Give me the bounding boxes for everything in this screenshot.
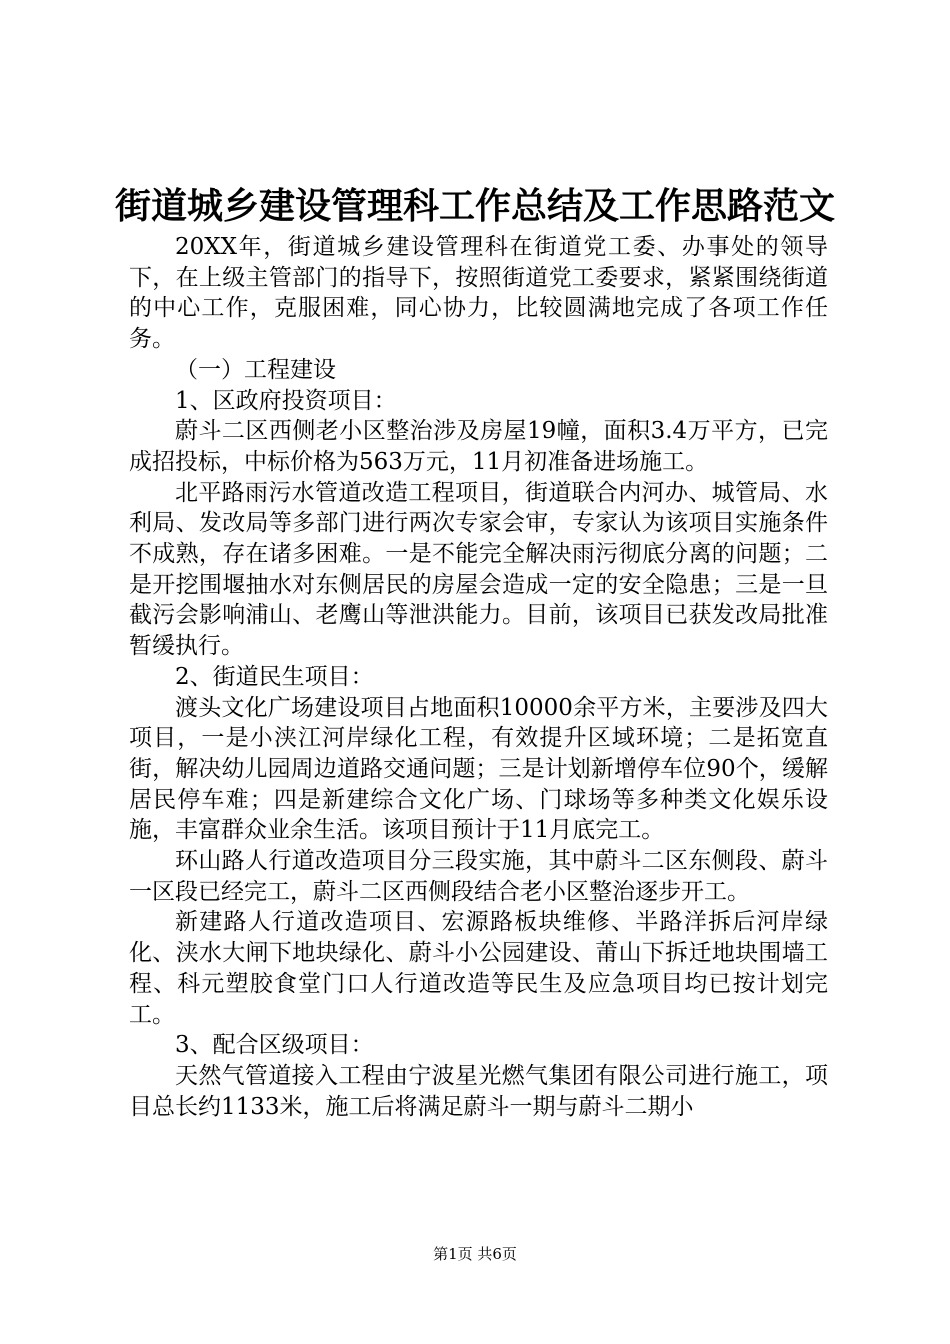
paragraph-sidewalk-renovation: 环山路人行道改造项目分三段实施，其中蔚斗二区东侧段、蔚斗一区段已经完工，蔚斗二区西侧段结合老小区整治逐步开工。 [129,848,828,905]
subheading-district-level-projects: 3、配合区级项目： [175,1032,374,1059]
paragraph-old-community-renovation: 蔚斗二区西侧老小区整治涉及房屋19幢，面积3.4万平方，已完成招投标，中标价格为563万元，11月初准备进场施工。 [129,418,828,475]
section-heading-engineering: （一）工程建设 [175,356,336,383]
document-title: 街道城乡建设管理科工作总结及工作思路范文 [114,185,835,227]
paragraph-intro: 20XX年，街道城乡建设管理科在街道党工委、办事处的领导下，在上级主管部门的指导下，按照街道党工委要求，紧紧围绕街道的中心工作，克服困难，同心协力，比较圆满地完成了各项工作任务。 [129,234,828,353]
document-body [129,232,828,1122]
paragraph-completed-projects: 新建路人行道改造项目、宏源路板块维修、半路洋拆后河岸绿化、浃水大闸下地块绿化、蔚斗小公园建设、莆山下拆迁地块围墙工程、科元塑胶食堂门口人行道改造等民生及应急项目均已按计划完工。 [129,909,828,1028]
paragraph-sewer-pipeline-project: 北平路雨污水管道改造工程项目，街道联合内河办、城管局、水利局、发改局等多部门进行两次专家会审，专家认为该项目实施条件不成熟，存在诸多困难。一是不能完全解决雨污彻底分离的问题；二是开挖围堰抽水对东侧居民的房屋会造成一定的安全隐患；三是一旦截污会影响浦山、老鹰山等泄洪能力。目前，该项目已获发改局批准暂缓执行。 [129,479,828,660]
subheading-livelihood-projects: 2、街道民生项目： [175,663,374,690]
paragraph-gas-pipeline: 天然气管道接入工程由宁波星光燃气集团有限公司进行施工，项目总长约1133米，施工后将满足蔚斗一期与蔚斗二期小 [129,1062,828,1120]
paragraph-cultural-square: 渡头文化广场建设项目占地面积10000余平方米，主要涉及四大项目，一是小浃江河岸绿化工程，有效提升区域环境；二是拓宽直街，解决幼儿园周边道路交通问题；三是计划新增停车位90个，缓解居民停车难；四是新建综合文化广场、门球场等多种类文化娱乐设施，丰富群众业余生活。该项目预计于11月底完工。 [129,694,828,844]
subheading-district-projects: 1、区政府投资项目： [175,387,397,414]
page-footer: 第1页 共6页 [433,1245,517,1263]
